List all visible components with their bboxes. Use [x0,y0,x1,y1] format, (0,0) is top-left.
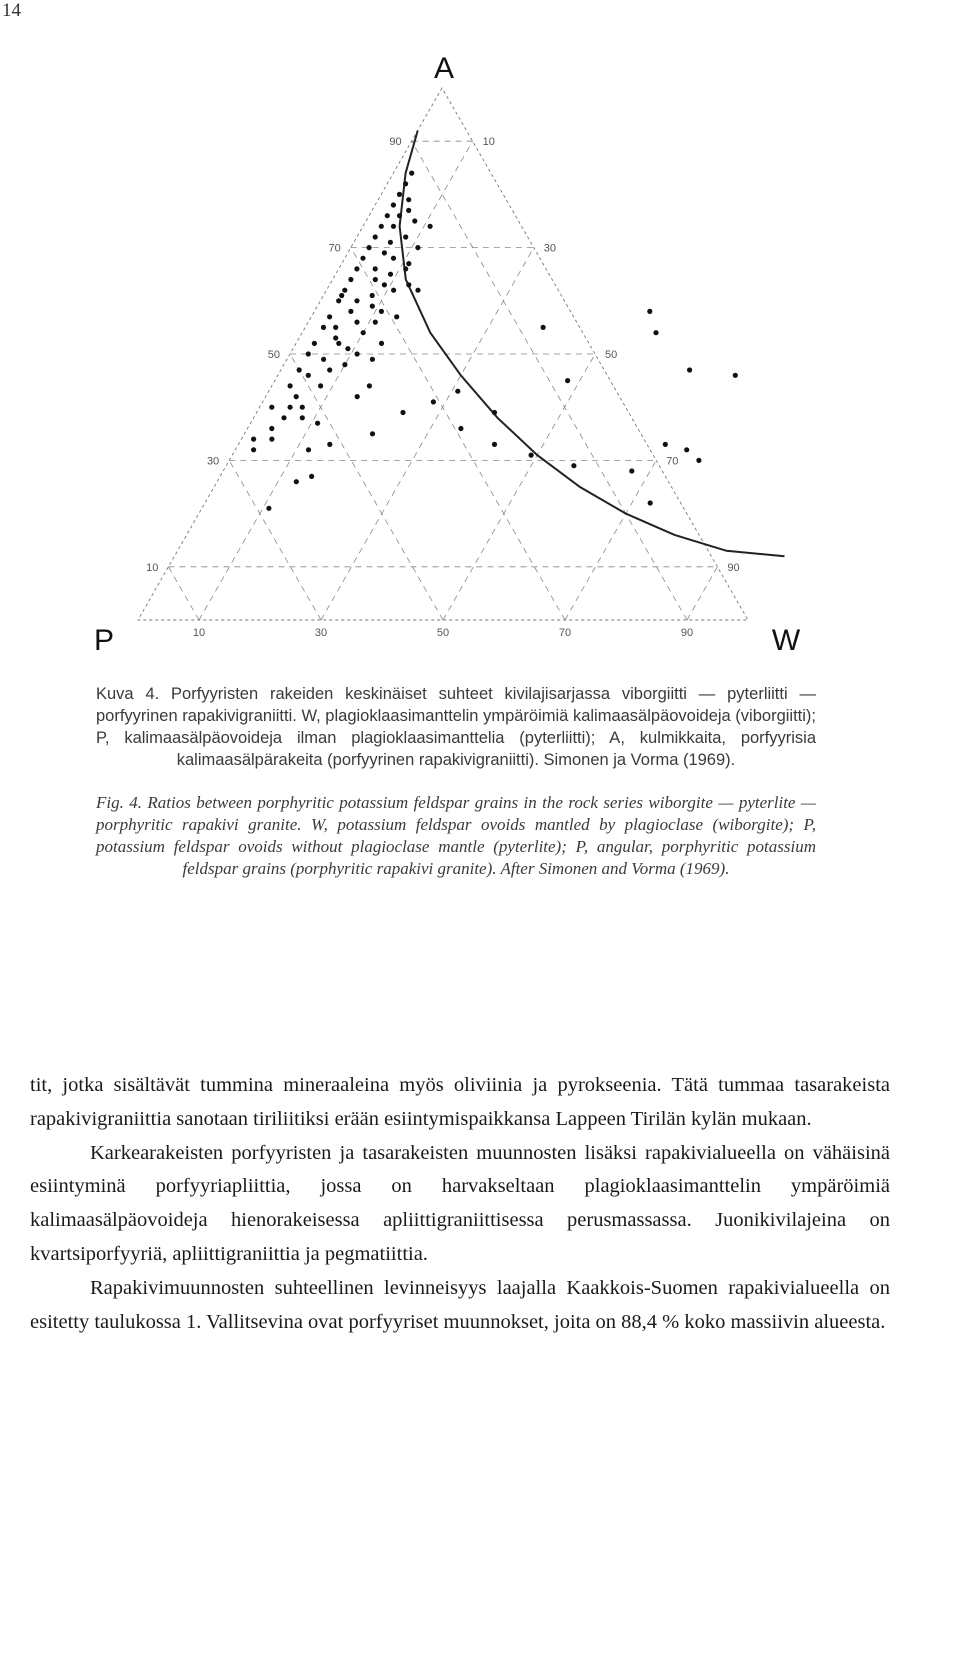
data-point-34 [373,277,378,282]
data-point-83 [492,410,497,415]
data-point-98 [647,309,652,314]
data-point-23 [269,426,274,431]
vertex-label-p: P [93,624,115,657]
data-point-58 [361,330,366,335]
data-point-71 [415,288,420,293]
data-point-77 [367,383,372,388]
tick-right-70: 70 [666,455,679,468]
data-point-6 [312,341,317,346]
data-point-0 [251,437,256,442]
data-point-7 [321,325,326,330]
data-point-87 [629,468,634,473]
data-point-42 [300,415,305,420]
boundary-curve [400,131,785,557]
data-point-55 [412,218,417,223]
vertex-label-a: A [433,52,455,85]
data-point-44 [318,383,323,388]
data-point-46 [345,346,350,351]
data-point-59 [373,320,378,325]
data-point-85 [529,453,534,458]
data-point-40 [406,208,411,213]
data-point-62 [403,266,408,271]
tick-right-10: 10 [482,136,495,149]
data-point-84 [492,442,497,447]
ternary-grid [168,141,717,620]
tick-bottom-50: 50 [436,627,450,639]
data-point-5 [306,351,311,356]
data-point-8 [327,314,332,319]
data-point-96 [653,330,658,335]
data-point-15 [367,245,372,250]
ternary-diagram [0,0,960,680]
data-point-50 [370,293,375,298]
data-point-91 [648,500,653,505]
tick-bottom-30: 30 [314,627,328,639]
data-point-33 [354,298,359,303]
tick-left-90: 90 [389,136,402,149]
data-point-90 [696,458,701,463]
grid-line-p-30 [351,248,565,620]
body-paragraph-3: Rapakivimuunnosten suhteellinen levinneisyys laajalla Kaakkois-Suomen rapakivialueella on esitetty taulukossa 1. Vallitsevina ovat porfyyriset muunnokset, joita on 88,4 % koko massiivin alueesta. [30,1276,890,1333]
data-point-67 [315,421,320,426]
grid-line-p-10 [412,141,687,620]
data-point-43 [300,405,305,410]
data-point-88 [663,442,668,447]
grid-line-p-50 [290,354,443,620]
tick-labels [146,136,740,639]
grid-line-w-70 [565,460,656,620]
tick-left-10: 10 [146,561,159,574]
grid-line-w-10 [199,141,473,620]
data-point-22 [409,171,414,176]
data-point-57 [355,351,360,356]
data-point-36 [382,250,387,255]
tick-left-30: 30 [206,455,220,468]
grid-line-w-30 [321,248,534,620]
data-point-21 [403,181,408,186]
data-point-65 [428,224,433,229]
triangle-outline [138,88,748,620]
data-point-19 [391,202,396,207]
grid-line-p-70 [229,460,321,620]
data-point-48 [354,320,359,325]
data-point-78 [370,431,375,436]
data-point-47 [336,341,341,346]
data-point-76 [355,394,360,399]
data-point-25 [281,415,286,420]
data-point-61 [391,288,396,293]
data-point-41 [406,197,411,202]
tick-bottom-70: 70 [558,627,572,639]
data-points [251,171,738,511]
data-point-14 [360,256,365,261]
data-point-30 [333,335,338,340]
data-point-3 [288,383,293,388]
data-point-60 [379,309,384,314]
data-point-97 [541,325,546,330]
data-point-75 [327,442,332,447]
tick-right-90: 90 [727,561,740,574]
data-point-51 [382,282,387,287]
data-point-31 [333,325,338,330]
tick-right-30: 30 [543,242,557,255]
data-point-72 [406,282,411,287]
data-point-79 [400,410,405,415]
tick-left-50: 50 [267,349,280,361]
triangle-frame [138,88,748,620]
data-point-32 [348,309,353,314]
caption-finnish: Kuva 4. Porfyyristen rakeiden keskinäiset suhteet kivilajisarjassa viborgiitti — pyterliitti — porfyyrinen rapakivigraniitti. W, plagioklaasimanttelin ympäröimiä kalimaasälpäovoideja (viborgiitti); P, kalimaasälpäovoideja ilman plagioklaasimanttelia (pyterliitti); A, kulmikkaita, porfyyrisia kalimaasälpärakeita (porfyyrinen rapakivigraniitti). Simonen ja Vorma (1969). [96,685,816,769]
data-point-13 [354,266,359,271]
grid-line-w-50 [443,354,595,620]
data-point-80 [431,399,436,404]
data-point-56 [342,362,347,367]
body-paragraph-1: tit, jotka sisältävät tummina mineraaleina myös oliviinia ja pyrokseenia. Tätä tummaa tasarakeista rapakivigraniittia sanotaan tiriliitiksi erään esiintymispaikkansa Lappeen Tirilän kylän mukaan. [30,1074,890,1130]
data-point-49 [370,304,375,309]
data-point-29 [321,357,326,362]
page-number: 14 [2,0,21,21]
data-point-17 [379,224,384,229]
grid-line-w-90 [687,567,717,620]
body-paragraph-2: Karkearakeisten porfyyristen ja tasarakeisten muunnosten lisäksi rapakivialueella on vähäisinä esiintyminä porfyyriapliittia, jossa on harvakseltaan plagioklaasimanttelin ympäröimiä kalimaasälpäovoideja hienorakeisessa apliittigraniittisessa perusmassassa. Juonikivilajeina on kvartsiporfyyriä, apliittigraniittia ja pegmatiittia. [30,1141,890,1265]
data-point-54 [403,234,408,239]
data-point-64 [415,245,420,250]
data-point-20 [397,192,402,197]
data-point-63 [406,261,411,266]
data-point-53 [391,256,396,261]
data-point-10 [339,293,344,298]
data-point-4 [297,367,302,372]
data-point-16 [373,234,378,239]
data-point-89 [684,447,689,452]
data-point-37 [388,240,393,245]
data-point-68 [370,357,375,362]
caption-english: Fig. 4. Ratios between porphyritic potassium feldspar grains in the rock series wiborgite — pyterlite — porphyritic rapakivi granite. W, potassium feldspar ovoids mantled by plagioclase (wiborgite); P, potassium feldspar ovoids without plagioclase mantle (pyterlite); P, angular, porphyritic potassium feldspar grains (porphyritic rapakivi granite). After Simonen and Vorma (1969). [96,793,816,878]
data-point-94 [687,367,692,372]
data-point-12 [348,277,353,282]
data-point-2 [269,405,274,410]
data-point-69 [379,341,384,346]
data-point-28 [306,373,311,378]
data-point-38 [391,224,396,229]
data-point-35 [373,266,378,271]
data-point-27 [294,394,299,399]
data-point-45 [327,367,332,372]
data-point-93 [733,373,738,378]
data-point-18 [385,213,390,218]
data-point-86 [571,463,576,468]
data-point-92 [266,506,271,511]
data-point-81 [455,389,460,394]
vertex-label-w: W [771,624,801,657]
data-point-74 [309,474,314,479]
data-point-39 [397,213,402,218]
data-point-52 [388,272,393,277]
data-point-82 [458,426,463,431]
tick-left-70: 70 [328,242,341,255]
data-point-24 [269,437,274,442]
data-point-26 [288,405,293,410]
data-point-66 [306,447,311,452]
data-point-73 [294,479,299,484]
tick-right-50: 50 [605,349,618,361]
body-text [30,1069,890,1339]
data-point-70 [394,314,399,319]
grid-line-p-90 [168,567,199,620]
data-point-11 [342,288,347,293]
data-point-95 [565,378,570,383]
data-point-9 [336,298,341,303]
tick-bottom-90: 90 [680,627,694,639]
tick-bottom-10: 10 [192,627,206,639]
data-point-1 [251,447,256,452]
